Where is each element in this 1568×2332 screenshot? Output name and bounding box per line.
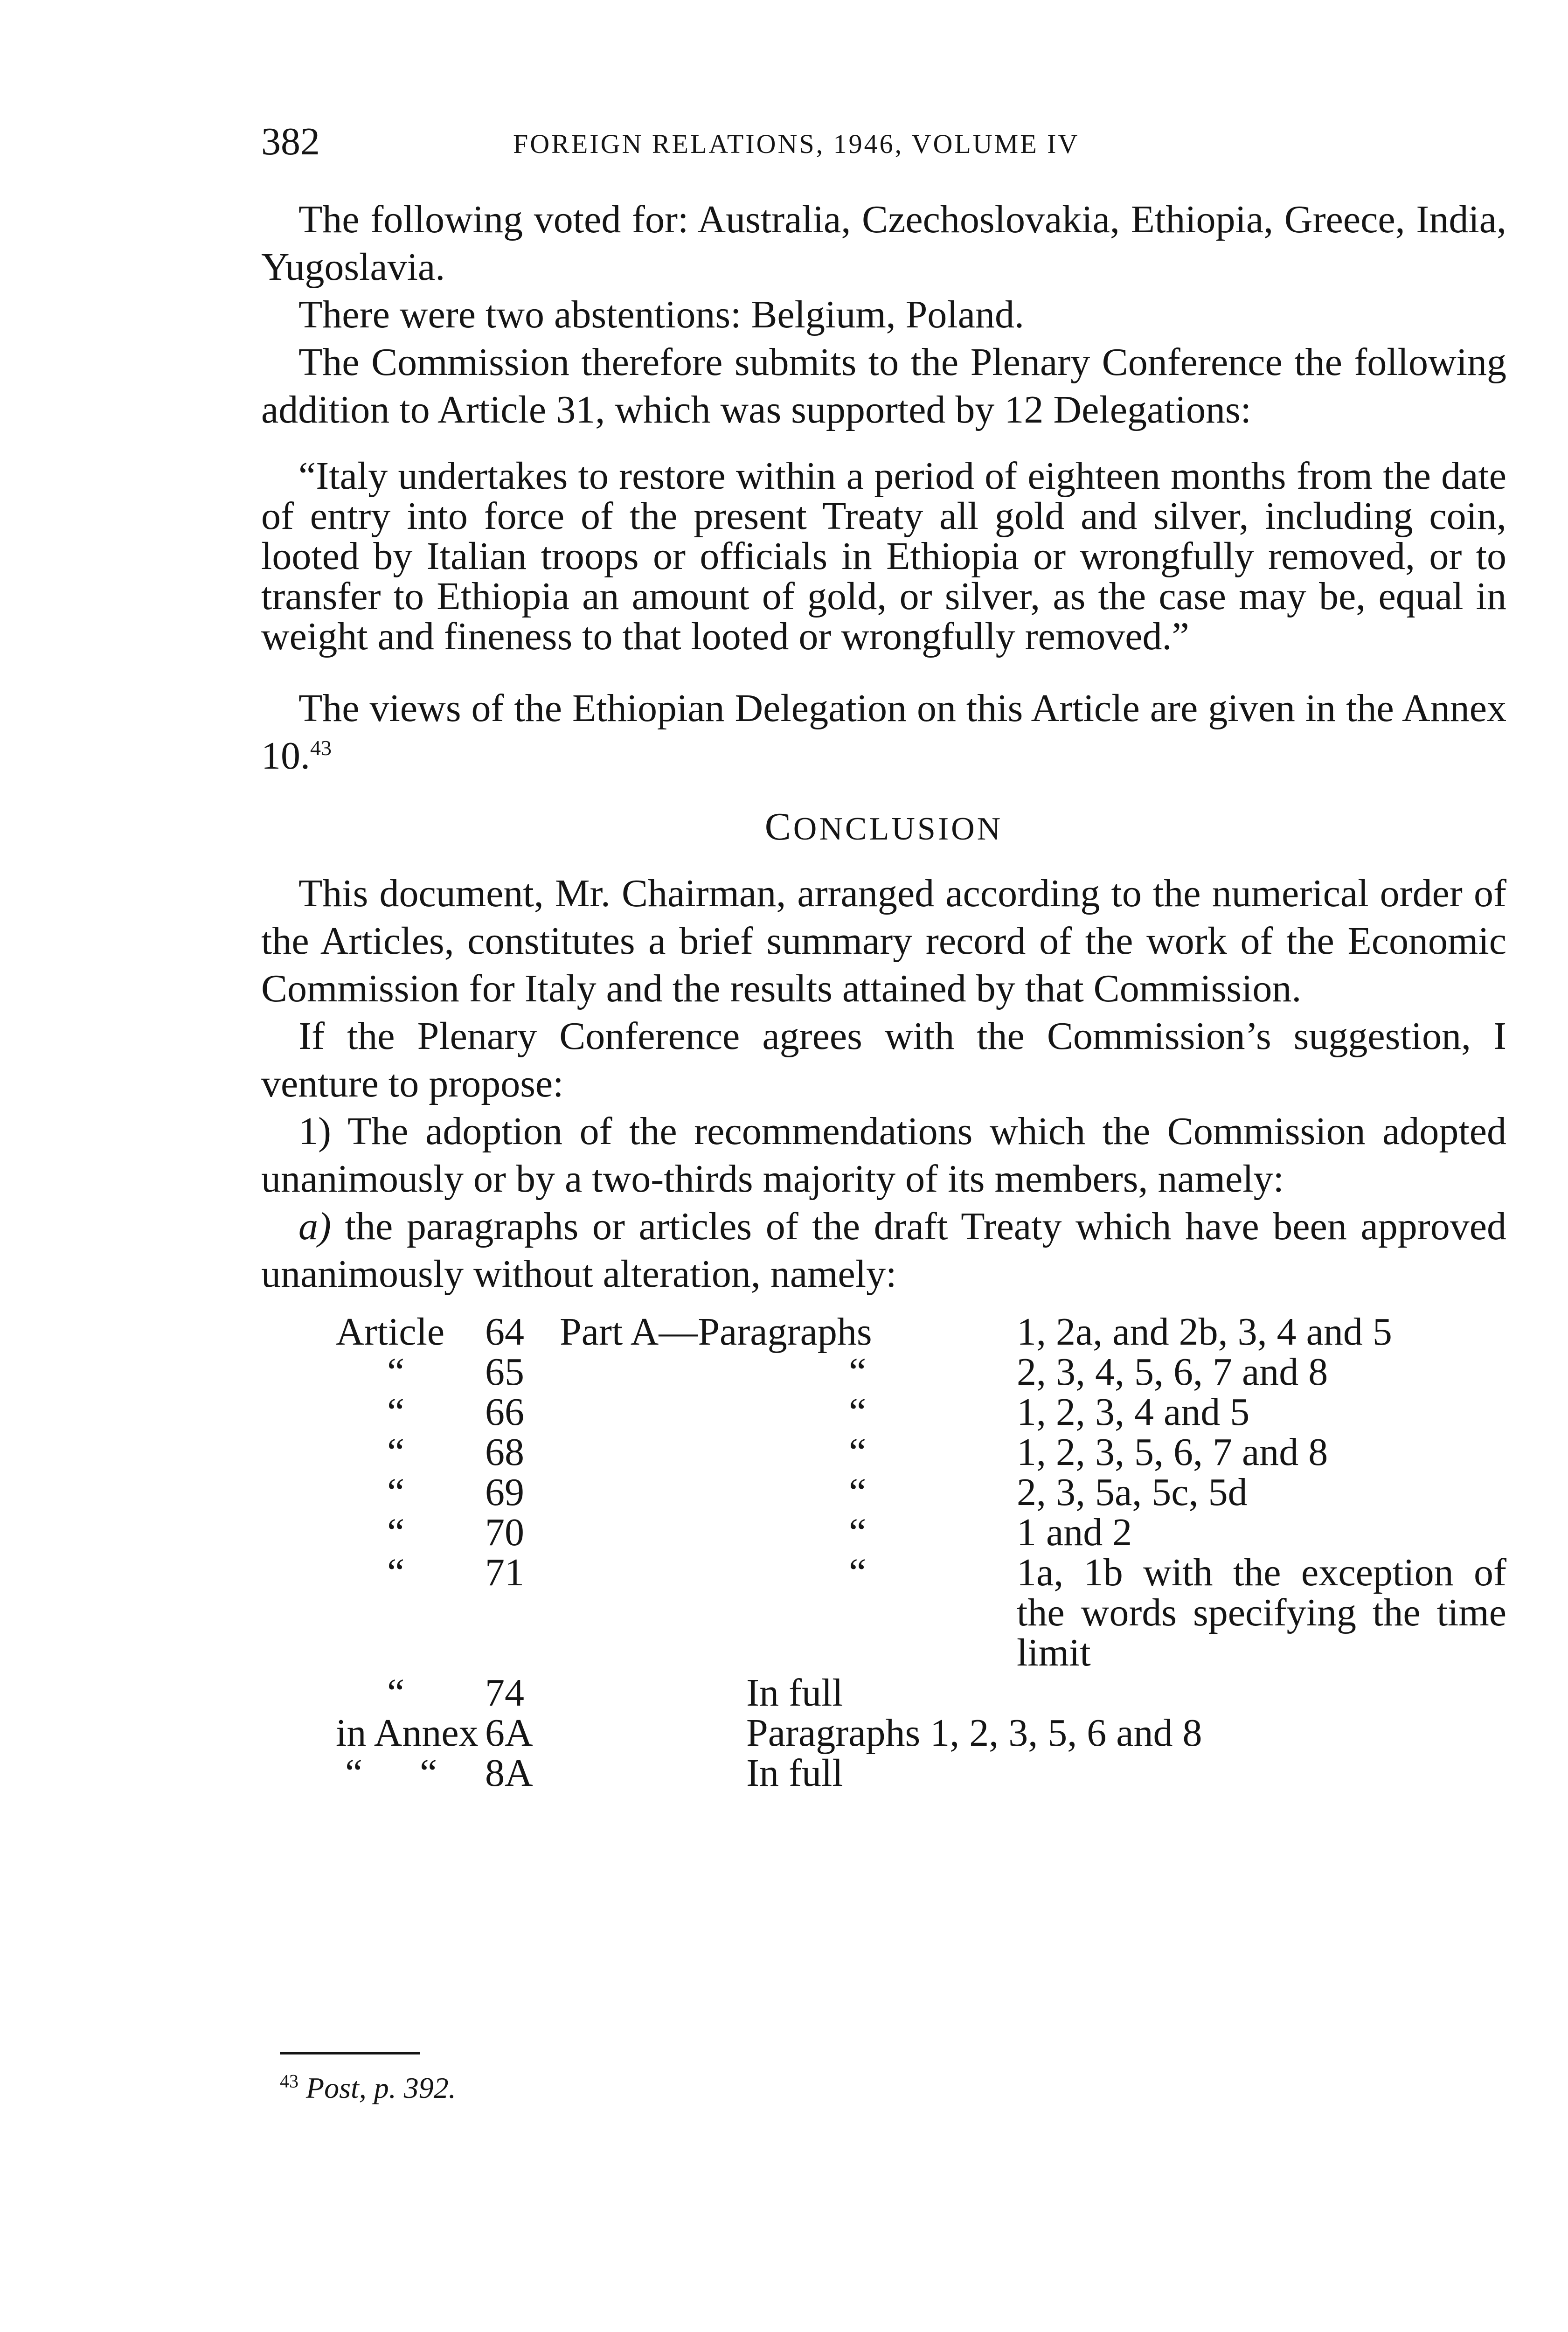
ditto-mark: “ xyxy=(387,1471,405,1514)
article-paragraphs: 1, 2, 3, 5, 6, 7 and 8 xyxy=(1017,1430,1328,1474)
table-row xyxy=(336,1472,1506,1513)
paragraph-adoption: 1) The adoption of the recommendations which the Commission adopted unanimously or by a two-thirds majority of its members, namely: xyxy=(261,1110,1506,1201)
annex-number: 6A xyxy=(485,1711,533,1755)
table-row xyxy=(336,1432,1506,1472)
ditto-mark: “ xyxy=(849,1350,867,1394)
annex-number: 8A xyxy=(485,1751,533,1795)
article-number: 74 xyxy=(485,1671,524,1714)
footnote-reference: 43 xyxy=(310,736,332,760)
ditto-mark: “ xyxy=(387,1511,405,1554)
article-paragraphs: 1, 2, 3, 4 and 5 xyxy=(1017,1390,1250,1434)
table-row xyxy=(336,1392,1506,1432)
footnote xyxy=(280,2071,456,2105)
paragraph-proposal: If the Plenary Conference agrees with the Commission’s suggestion, I venture to propose: xyxy=(261,1014,1506,1105)
body-text xyxy=(261,196,1506,1793)
article-part: Part A—Paragraphs xyxy=(560,1310,872,1353)
footnote-number: 43 xyxy=(280,2070,298,2092)
page-number: 382 xyxy=(261,120,320,163)
ditto-mark: “ xyxy=(849,1551,867,1594)
ditto-mark: “ xyxy=(387,1551,405,1594)
annex-paragraphs: In full xyxy=(746,1751,843,1795)
ethiopian-views-text: The views of the Ethiopian Delegation on this Article are given in the Annex 10. xyxy=(261,687,1506,777)
ditto-mark: “ xyxy=(849,1471,867,1514)
article-number: 71 xyxy=(485,1551,524,1594)
table-row xyxy=(336,1673,1506,1713)
ditto-mark: “ xyxy=(849,1430,867,1474)
ditto-mark: “ xyxy=(420,1751,437,1795)
table-row xyxy=(336,1553,1506,1673)
articles-table xyxy=(336,1312,1506,1793)
paragraph-votes-for: The following voted for: Australia, Czechoslovakia, Ethiopia, Greece, India, Yugoslavia. xyxy=(261,198,1506,289)
article-label: Article xyxy=(336,1310,445,1353)
ditto-mark: “ xyxy=(387,1430,405,1474)
ditto-mark: “ xyxy=(387,1390,405,1434)
paragraph-ethiopian-views xyxy=(261,685,1506,780)
item-label-a: a) xyxy=(298,1205,331,1248)
article-number: 66 xyxy=(485,1390,524,1434)
paragraph-approved-list xyxy=(261,1203,1506,1298)
paragraph-summary: This document, Mr. Chairman, arranged according to the numerical order of the Articles, constitutes a brief summary record of the work of the Economic Commission for Italy and the results attained by that Commission. xyxy=(261,872,1506,1010)
heading-initial: C xyxy=(764,805,793,848)
annex-paragraphs: Paragraphs 1, 2, 3, 5, 6 and 8 xyxy=(746,1711,1202,1755)
article-paragraphs: In full xyxy=(746,1671,843,1714)
article-paragraphs: 1, 2a, and 2b, 3, 4 and 5 xyxy=(1017,1310,1392,1353)
section-heading-conclusion xyxy=(261,803,1506,853)
ditto-mark: “ xyxy=(387,1671,405,1714)
table-row xyxy=(336,1753,1506,1793)
article-number: 68 xyxy=(485,1430,524,1474)
article-number: 65 xyxy=(485,1350,524,1394)
paragraph-submission: The Commission therefore submits to the Plenary Conference the following addition to Article 31, which was supported by 12 Delegations: xyxy=(261,340,1506,431)
article-number: 64 xyxy=(485,1310,524,1353)
page-header xyxy=(261,119,1506,166)
running-head: FOREIGN RELATIONS, 1946, VOLUME IV xyxy=(513,129,1080,159)
table-row xyxy=(336,1352,1506,1392)
table-row xyxy=(336,1513,1506,1553)
article-paragraphs: 1 and 2 xyxy=(1017,1511,1132,1554)
ditto-mark: “ xyxy=(849,1390,867,1434)
table-row xyxy=(336,1713,1506,1753)
footnote-text: Post, p. 392. xyxy=(306,2071,456,2104)
ditto-mark: “ xyxy=(387,1350,405,1394)
table-row xyxy=(336,1312,1506,1352)
annex-label: in Annex xyxy=(336,1711,479,1755)
article-number: 70 xyxy=(485,1511,524,1554)
ditto-mark: “ xyxy=(849,1511,867,1554)
article-paragraphs: 1a, 1b with the exception of the words specifying the time limit xyxy=(1017,1551,1506,1674)
footnote-rule xyxy=(280,2052,420,2054)
quoted-addition: “Italy undertakes to restore within a period of eighteen months from the date of entry into force of the present Treaty all gold and silver, including coin, looted by Italian troops or officials in Ethiopia or wrongfully removed, or to transfer to Ethiopia an amount of gold, or silver, as the case may be, equal in weight and fineness to that looted or wrongfully removed.” xyxy=(261,454,1506,658)
article-paragraphs: 2, 3, 4, 5, 6, 7 and 8 xyxy=(1017,1350,1328,1394)
article-paragraphs: 2, 3, 5a, 5c, 5d xyxy=(1017,1471,1248,1514)
paragraph-abstentions: There were two abstentions: Belgium, Poland. xyxy=(298,293,1025,336)
ditto-mark: “ xyxy=(345,1751,363,1795)
approved-list-text: the paragraphs or articles of the draft Treaty which have been approved unanimously without alteration, namely: xyxy=(261,1205,1506,1296)
article-number: 69 xyxy=(485,1471,524,1514)
heading-rest: ONCLUSION xyxy=(793,811,1003,847)
